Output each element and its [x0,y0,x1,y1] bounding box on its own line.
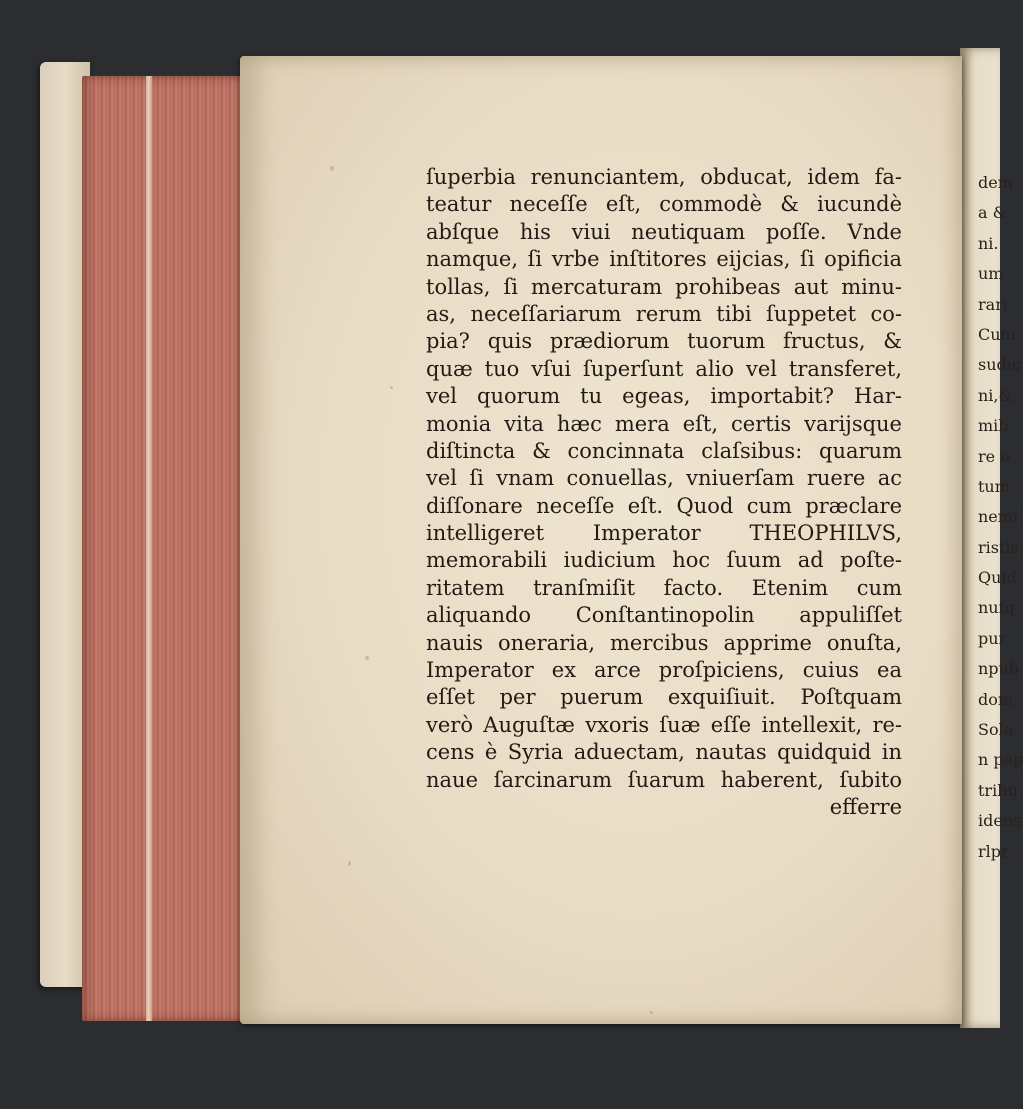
fragment: ni. [978,233,999,253]
text-line: ritatem tranſmiſit facto. Etenim cum [426,575,902,600]
fragment: nemi [978,507,1019,527]
fragment: idens [978,811,1022,831]
text-line: pia? quis prædiorum tuorum fructus, & [426,329,902,354]
text-line: verò Auguſtæ vxoris ſuæ eſſe intellexit, re- [426,712,902,737]
facing-page-edge [960,48,1023,1028]
fragment: dem [978,173,1013,192]
fragment: nuſq [978,598,1015,618]
fragment: npub [978,659,1020,679]
text-line: nauis oneraria, mercibus apprime onuſta, [426,630,902,655]
fragment: tum [978,476,1010,496]
fragment: a & [978,203,1007,223]
fragment: ni,& [978,385,1013,405]
fragment: um [978,264,1004,284]
text-line: intelligeret Imperator THEOPHILVS, [426,521,902,546]
text-line: diſtincta & concinnata claſsibus: quarum [426,438,902,463]
text-line: quæ tuo vſui ſuperſunt alio vel transferet, [426,356,902,381]
fragment: sudic [978,355,1021,375]
text-line: vel ſi vnam conuellas, vniuerſam ruere ac [426,466,902,491]
text-line: cens è Syria aduectam, nautas quidquid in [426,740,902,765]
text-line: tollas, ſi mercaturam prohibeas aut minu- [426,274,902,299]
fragment: ristis [978,537,1019,557]
text-line: vel quorum tu egeas, importabit? Har- [426,384,902,409]
text-line: memorabili iudicium hoc ſuum ad poſte- [426,548,902,573]
fragment: Quid [978,568,1017,588]
text-line: ſuperbia renunciantem, obducat, idem fa- [426,165,902,189]
fragment: tribu [978,780,1018,800]
text-line: aliquando Conſtantinopolin appuliſſet [426,603,902,628]
fragment: rari [978,294,1008,314]
fragment: dom [978,689,1014,709]
latin-text-block [426,164,902,821]
text-line: namque, ſi vrbe inſtitores eijcias, ſi opificia [426,247,902,272]
text-line: eſſet per puerum exquiſiuit. Poſtquam [426,685,902,710]
red-page-edges [82,76,254,1021]
fragment: rlpr [978,841,1009,861]
fragment: n pap [978,750,1023,770]
text-line: Imperator ex arce proſpiciens, cuius ea [426,658,902,683]
facing-page-fragments [978,168,1023,867]
text-line: as, neceſſariarum rerum tibi ſuppetet co- [426,301,902,326]
text-line: monia vita hæc mera eſt, certis varijsque [426,411,902,436]
text-line: naue ſarcinarum ſuarum haberent, ſubito [426,767,902,792]
fragment: mib [978,416,1009,436]
text-line: teatur neceſſe eſt, commodè & iucundè [426,192,902,217]
fragment: pur [978,628,1007,648]
text-line: diſſonare neceſſe eſt. Quod cum præclare [426,493,902,518]
catchword: efferre [829,794,902,819]
text-line: abſque his viui neutiquam poſſe. Vnde [426,219,902,244]
fragment: Sola [978,720,1014,740]
fragment: Cum [978,324,1016,344]
fragment: re o [978,446,1010,466]
